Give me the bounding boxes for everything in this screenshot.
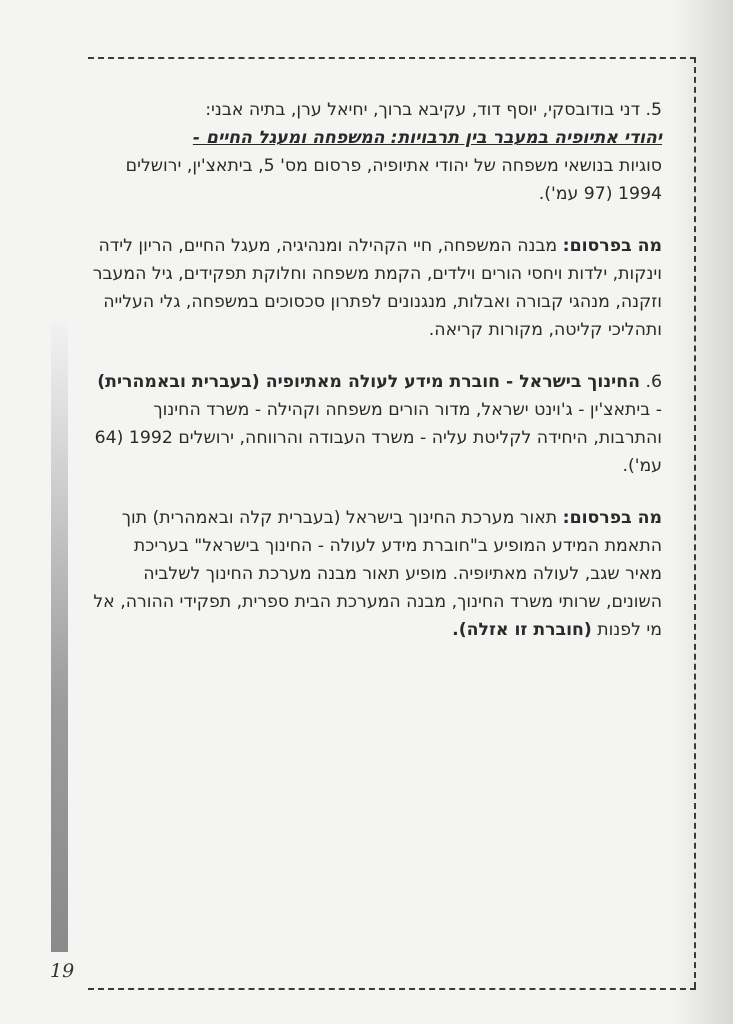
- bottom-dashed-border: [88, 988, 696, 990]
- entry-6-content-text: תאור מערכת החינוך בישראל (בעברית קלה ובאמהרית) תוך התאמת המידע המופיע ב"חוברת מידע לעולה - החינוך בישראל" בעריכת מאיר שגב, לעולה מאתיופיה. מופיע תאור מבנה מערכת החינוך לשלביה השונים, שרותי משרד החינוך, מבנה המערכת הבית ספרית, תפקידי ההורה, אל מי לפנות: [93, 508, 662, 640]
- entry-6: [92, 368, 662, 480]
- entry-6-out-of-print-note: (חוברת זו אזלה).: [452, 620, 592, 640]
- page-edge-shadow: [673, 0, 733, 1024]
- entry-5-authors: [92, 96, 662, 124]
- entry-6-content-label: מה בפרסום:: [562, 508, 662, 528]
- entry-6-title: החינוך בישראל - חוברת מידע לעולה מאתיופיה (בעברית ובאמהרית): [97, 372, 640, 392]
- entry-5-authors-text: דני בודובסקי, יוסף דוד, עקיבא ברוך, יחיאל ערן, בתיה אבני:: [205, 100, 640, 120]
- entry-5-description: סוגיות בנושאי משפחה של יהודי אתיופיה, פרסום מס' 5, ביתאצ'ין, ירושלים 1994 (97 עמ').: [125, 156, 662, 204]
- page-number: 19: [50, 960, 75, 982]
- right-dashed-border: [694, 57, 696, 988]
- top-dashed-border: [88, 57, 696, 59]
- side-gradient-bar: [51, 322, 68, 952]
- entry-6-number: 6.: [645, 372, 662, 392]
- entry-5: [92, 96, 662, 208]
- entry-5-content-label: מה בפרסום:: [562, 236, 662, 256]
- document-body: [92, 96, 662, 644]
- entry-5-content-text: מבנה המשפחה, חיי הקהילה ומנהיגיה, מעגל החיים, הריון לידה וינקות, ילדות ויחסי הורים וילדים, הקמת משפחה וחלוקת תפקידים, גיל המעבר וזקנה, מנהגי קבורה ואבלות, מנגנונים לפתרון סכסוכים במשפחה, גלי העלייה ותהליכי קליטה, מקורות קריאה.: [92, 236, 662, 340]
- entry-5-number: 5.: [645, 100, 662, 120]
- entry-6-description: - ביתאצ'ין - ג'וינט ישראל, מדור הורים משפחה וקהילה - משרד החינוך והתרבות, היחידה לקליטת עליה - משרד העבודה והרווחה, ירושלים 1992 (64 עמ').: [94, 400, 662, 476]
- entry-5-title: יהודי אתיופיה במעבר בין תרבויות: המשפחה ומעגל החיים -: [192, 128, 662, 148]
- entry-6-contents: [92, 504, 662, 644]
- entry-5-contents: [92, 232, 662, 344]
